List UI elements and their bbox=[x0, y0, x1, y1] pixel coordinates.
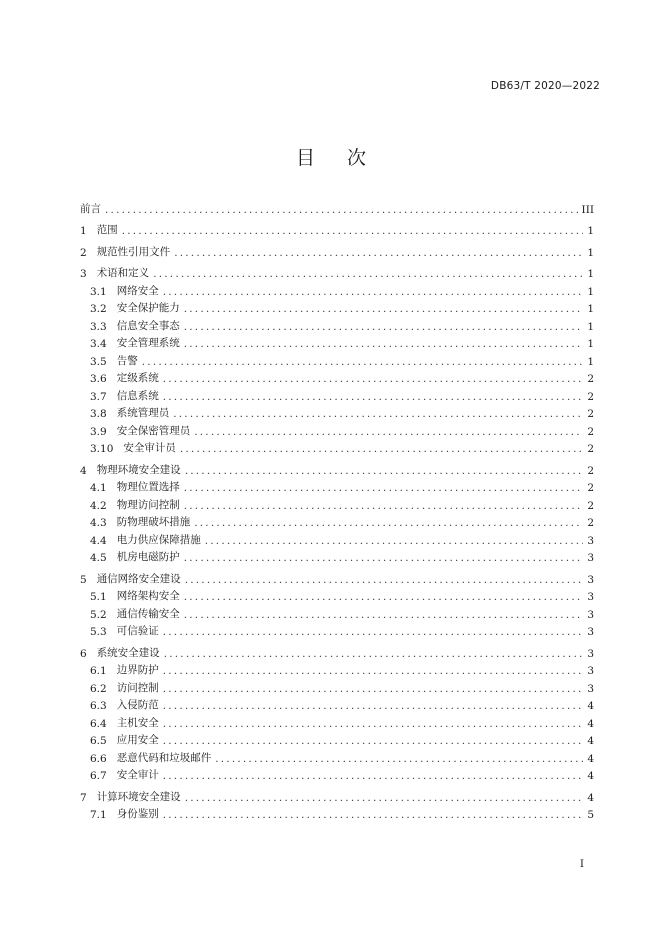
toc-entry[interactable] bbox=[80, 677, 594, 695]
toc-entry[interactable] bbox=[80, 786, 594, 804]
toc-entry-number: 7 bbox=[80, 791, 87, 804]
toc-entry-page: 2 bbox=[587, 482, 594, 494]
toc-entry[interactable] bbox=[80, 403, 594, 421]
table-of-contents bbox=[80, 198, 594, 821]
toc-entry[interactable] bbox=[80, 385, 594, 403]
toc-entry-page: 4 bbox=[587, 752, 594, 765]
toc-leader-dots bbox=[184, 338, 584, 350]
toc-leader-dots bbox=[184, 591, 584, 603]
toc-leader-dots bbox=[194, 517, 583, 529]
toc-leader-dots bbox=[174, 247, 583, 259]
toc-entry-number: 3.5 bbox=[90, 355, 107, 368]
toc-leader-dots bbox=[163, 683, 584, 695]
toc-entry-label: 安全保护能力 bbox=[116, 302, 180, 314]
page-number: I bbox=[579, 858, 584, 870]
toc-leader-dots bbox=[205, 535, 584, 547]
toc-entry-number: 6.1 bbox=[90, 665, 107, 677]
toc-entry-label: 网络架构安全 bbox=[116, 590, 180, 602]
toc-entry[interactable] bbox=[80, 198, 594, 216]
toc-entry[interactable] bbox=[80, 350, 594, 368]
toc-entry-page: 2 bbox=[587, 443, 594, 455]
toc-entry[interactable] bbox=[80, 494, 594, 512]
toc-entry-page: 2 bbox=[587, 517, 594, 529]
toc-entry-page: 3 bbox=[587, 647, 594, 660]
toc-entry-label: 身份鉴别 bbox=[116, 808, 159, 820]
toc-entry-page: 2 bbox=[587, 390, 594, 403]
toc-entry[interactable] bbox=[80, 730, 594, 748]
toc-entry-label: 通信传输安全 bbox=[116, 607, 180, 620]
toc-entry-label: 入侵防范 bbox=[116, 699, 159, 711]
toc-entry-page: 1 bbox=[587, 268, 594, 280]
toc-entry[interactable] bbox=[80, 586, 594, 604]
toc-entry-page: 5 bbox=[587, 809, 594, 821]
toc-leader-dots bbox=[194, 426, 583, 438]
document-code: DB63/T 2020—2022 bbox=[490, 80, 600, 92]
toc-entry[interactable] bbox=[80, 459, 594, 477]
toc-entry[interactable] bbox=[80, 642, 594, 660]
toc-leader-dots bbox=[163, 391, 584, 403]
toc-entry-number: 3.4 bbox=[90, 338, 107, 350]
toc-entry-number: 5 bbox=[80, 573, 87, 586]
toc-entry-number: 6.3 bbox=[90, 700, 107, 712]
toc-entry-page: 3 bbox=[587, 552, 594, 564]
toc-entry-page: 3 bbox=[587, 573, 594, 586]
toc-entry-number: 4.1 bbox=[90, 482, 107, 494]
toc-entry-number: 5.2 bbox=[90, 608, 107, 621]
toc-entry[interactable] bbox=[80, 420, 594, 438]
toc-entry-label: 主机安全 bbox=[116, 716, 159, 729]
toc-entry[interactable] bbox=[80, 765, 594, 783]
toc-leader-dots bbox=[163, 770, 584, 782]
toc-entry[interactable] bbox=[80, 263, 594, 281]
toc-entry[interactable] bbox=[80, 660, 594, 678]
toc-leader-dots bbox=[163, 718, 584, 730]
toc-entry-number: 3 bbox=[80, 268, 87, 280]
toc-entry-number: 2 bbox=[80, 246, 87, 259]
toc-leader-dots bbox=[163, 700, 584, 712]
toc-leader-dots bbox=[142, 356, 584, 368]
toc-entry[interactable] bbox=[80, 621, 594, 639]
toc-leader-dots bbox=[163, 626, 584, 638]
toc-leader-dots bbox=[215, 753, 583, 765]
toc-leader-dots bbox=[173, 408, 583, 420]
toc-entry-label: 物理环境安全建设 bbox=[96, 463, 181, 476]
toc-entry-label: 范围 bbox=[96, 224, 118, 236]
toc-entry-page: 1 bbox=[587, 246, 594, 259]
toc-entry-label: 定级系统 bbox=[116, 372, 159, 384]
toc-leader-dots bbox=[164, 648, 584, 660]
toc-leader-dots bbox=[184, 609, 584, 621]
toc-entry[interactable] bbox=[80, 712, 594, 730]
toc-entry[interactable] bbox=[80, 512, 594, 530]
toc-entry-page: 1 bbox=[587, 320, 594, 333]
toc-entry-label: 电力供应保障措施 bbox=[116, 533, 201, 546]
toc-entry-label: 安全审计 bbox=[116, 769, 159, 781]
toc-entry-page: 3 bbox=[587, 626, 594, 638]
toc-entry[interactable] bbox=[80, 695, 594, 713]
toc-entry-page: 3 bbox=[587, 682, 594, 695]
toc-entry-page: III bbox=[581, 203, 594, 216]
toc-entry-label: 安全管理系统 bbox=[116, 337, 180, 349]
toc-entry-page: 1 bbox=[587, 303, 594, 315]
toc-entry-page: 3 bbox=[587, 608, 594, 621]
toc-entry-page: 2 bbox=[587, 425, 594, 438]
toc-entry-label: 术语和定义 bbox=[96, 267, 150, 279]
toc-entry[interactable] bbox=[80, 438, 594, 456]
toc-entry-page: 1 bbox=[587, 355, 594, 368]
toc-entry-number: 4.2 bbox=[90, 499, 107, 512]
toc-entry-label: 前言 bbox=[80, 202, 101, 215]
toc-entry-number: 3.10 bbox=[90, 443, 114, 455]
toc-entry-label: 应用安全 bbox=[116, 734, 159, 746]
toc-leader-dots bbox=[163, 665, 584, 677]
toc-entry-number: 6 bbox=[80, 647, 87, 660]
toc-entry-page: 3 bbox=[587, 534, 594, 547]
toc-leader-dots bbox=[163, 809, 584, 821]
toc-entry-number: 3.1 bbox=[90, 285, 107, 298]
toc-entry-label: 系统安全建设 bbox=[96, 646, 160, 659]
toc-entry-number: 3.7 bbox=[90, 390, 107, 403]
toc-entry-label: 物理位置选择 bbox=[116, 481, 180, 493]
toc-entry-label: 可信验证 bbox=[116, 625, 159, 637]
toc-leader-dots bbox=[163, 286, 584, 298]
toc-entry-page: 3 bbox=[587, 665, 594, 677]
toc-entry-label: 规范性引用文件 bbox=[96, 245, 171, 258]
toc-leader-dots bbox=[185, 574, 584, 586]
toc-leader-dots bbox=[122, 225, 584, 237]
toc-entry-label: 信息安全事态 bbox=[116, 319, 180, 332]
toc-entry-label: 计算环境安全建设 bbox=[96, 790, 181, 803]
toc-entry-page: 2 bbox=[587, 373, 594, 385]
toc-entry-number: 6.5 bbox=[90, 735, 107, 747]
toc-entry-label: 物理访问控制 bbox=[116, 498, 180, 511]
toc-entry-page: 1 bbox=[587, 285, 594, 298]
toc-leader-dots bbox=[163, 373, 584, 385]
toc-entry-label: 安全审计员 bbox=[123, 442, 176, 454]
toc-entry-label: 通信网络安全建设 bbox=[96, 572, 181, 585]
toc-entry-label: 边界防护 bbox=[116, 664, 159, 676]
toc-entry[interactable] bbox=[80, 568, 594, 586]
toc-entry-label: 安全保密管理员 bbox=[116, 424, 191, 437]
toc-entry-number: 3.6 bbox=[90, 373, 107, 385]
toc-entry-number: 4.4 bbox=[90, 534, 107, 547]
toc-leader-dots bbox=[184, 303, 584, 315]
toc-entry-label: 信息系统 bbox=[116, 389, 159, 402]
toc-entry-page: 2 bbox=[587, 499, 594, 512]
toc-entry-number: 3.2 bbox=[90, 303, 107, 315]
toc-entry-page: 3 bbox=[587, 591, 594, 603]
toc-entry[interactable] bbox=[80, 804, 594, 822]
toc-entry-number: 3.9 bbox=[90, 425, 107, 438]
toc-entry-number: 3.8 bbox=[90, 408, 107, 420]
toc-entry[interactable] bbox=[80, 747, 594, 765]
toc-entry[interactable] bbox=[80, 603, 594, 621]
toc-entry-number: 4 bbox=[80, 464, 87, 477]
page-title: 目次 bbox=[295, 147, 398, 169]
toc-leader-dots bbox=[153, 268, 583, 280]
toc-entry[interactable] bbox=[80, 368, 594, 386]
toc-entry-label: 防物理破坏措施 bbox=[116, 516, 191, 528]
toc-entry-number: 1 bbox=[80, 225, 87, 237]
toc-leader-dots bbox=[184, 552, 584, 564]
toc-entry-page: 4 bbox=[587, 735, 594, 747]
toc-leader-dots bbox=[163, 735, 584, 747]
toc-entry-number: 5.3 bbox=[90, 626, 107, 638]
toc-entry-page: 2 bbox=[587, 464, 594, 477]
toc-entry[interactable] bbox=[80, 280, 594, 298]
toc-entry-number: 6.6 bbox=[90, 752, 107, 765]
toc-entry[interactable] bbox=[80, 315, 594, 333]
toc-entry-label: 告警 bbox=[116, 354, 138, 367]
toc-entry-page: 4 bbox=[587, 700, 594, 712]
toc-entry-number: 3.3 bbox=[90, 320, 107, 333]
toc-entry[interactable] bbox=[80, 241, 594, 259]
toc-entry-label: 访问控制 bbox=[116, 681, 159, 694]
toc-entry[interactable] bbox=[80, 477, 594, 495]
toc-leader-dots bbox=[184, 321, 584, 333]
toc-entry-label: 机房电磁防护 bbox=[116, 551, 180, 563]
toc-entry-label: 系统管理员 bbox=[116, 407, 170, 419]
toc-entry-number: 6.4 bbox=[90, 717, 107, 730]
toc-leader-dots bbox=[184, 482, 584, 494]
toc-entry-page: 4 bbox=[587, 770, 594, 782]
toc-entry-page: 4 bbox=[587, 791, 594, 804]
toc-entry-label: 网络安全 bbox=[116, 284, 159, 297]
toc-entry-number: 6.2 bbox=[90, 682, 107, 695]
toc-entry-page: 1 bbox=[587, 225, 594, 237]
toc-entry[interactable] bbox=[80, 529, 594, 547]
toc-entry-number: 6.7 bbox=[90, 770, 107, 782]
toc-entry-number: 5.1 bbox=[90, 591, 107, 603]
toc-entry-number: 4.3 bbox=[90, 517, 107, 529]
toc-entry[interactable] bbox=[80, 220, 594, 238]
toc-leader-dots bbox=[184, 500, 584, 512]
toc-entry-number: 4.5 bbox=[90, 552, 107, 564]
toc-entry-label: 恶意代码和垃圾邮件 bbox=[116, 751, 212, 764]
toc-leader-dots bbox=[105, 204, 578, 216]
toc-leader-dots bbox=[180, 443, 583, 455]
toc-leader-dots bbox=[185, 792, 584, 804]
toc-entry[interactable] bbox=[80, 333, 594, 351]
toc-entry-number: 7.1 bbox=[90, 809, 107, 821]
toc-entry[interactable] bbox=[80, 547, 594, 565]
toc-entry[interactable] bbox=[80, 298, 594, 316]
toc-entry-page: 1 bbox=[587, 338, 594, 350]
toc-entry-page: 4 bbox=[587, 717, 594, 730]
toc-entry-page: 2 bbox=[587, 408, 594, 420]
toc-leader-dots bbox=[185, 465, 584, 477]
